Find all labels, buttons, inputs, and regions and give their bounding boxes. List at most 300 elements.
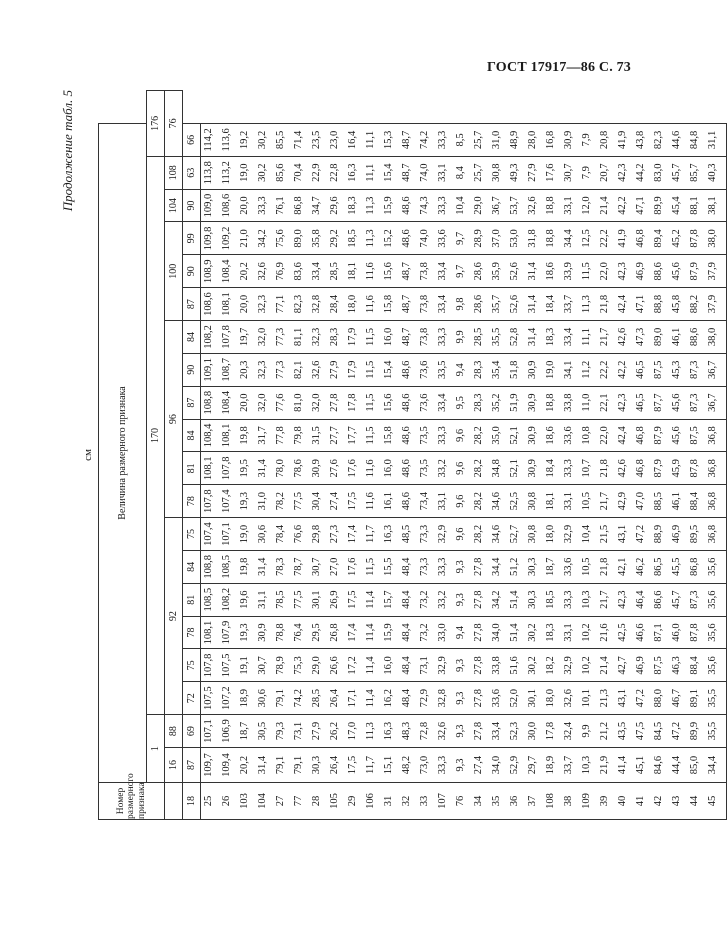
value-cell: 70,4 <box>294 156 312 189</box>
value-cell: 46,4 <box>636 583 654 616</box>
value-cell: 16,4 <box>348 123 366 156</box>
value-cell: 33,5 <box>438 353 456 386</box>
value-cell: 31,7 <box>258 419 276 452</box>
value-cell: 18,9 <box>546 748 564 783</box>
value-cell: 33,4 <box>492 715 510 748</box>
table-row <box>201 91 223 820</box>
value-cell: 77,3 <box>276 353 294 386</box>
value-cell: 16,3 <box>384 715 402 748</box>
value-cell: 33,6 <box>492 682 510 715</box>
value-cell: 33,6 <box>564 419 582 452</box>
value-cell: 86,8 <box>294 189 312 222</box>
value-cell: 38,1 <box>708 189 727 222</box>
feature-number-cell: 103 <box>240 783 258 820</box>
value-cell: 33,1 <box>564 189 582 222</box>
value-cell: 18,3 <box>348 189 366 222</box>
value-cell: 17,9 <box>348 321 366 354</box>
value-cell: 31,4 <box>258 550 276 583</box>
value-cell: 27,6 <box>330 452 348 485</box>
value-cell: 89,0 <box>294 222 312 255</box>
value-cell: 31,4 <box>258 748 276 783</box>
value-cell: 9,4 <box>456 353 474 386</box>
value-cell: 51,9 <box>510 386 528 419</box>
value-cell: 35,6 <box>708 649 727 682</box>
table-row <box>636 91 654 820</box>
value-cell: 76,9 <box>276 255 294 288</box>
value-cell: 109,4 <box>222 748 240 783</box>
value-cell: 35,6 <box>708 616 727 649</box>
value-cell: 41,4 <box>618 748 636 783</box>
table-row <box>384 91 402 820</box>
value-cell: 28,3 <box>474 353 492 386</box>
value-cell: 87,5 <box>690 419 708 452</box>
feature-number-cell: 44 <box>690 783 708 820</box>
feature-number-cell: 106 <box>366 783 384 820</box>
value-cell: 36,7 <box>708 386 727 419</box>
value-cell: 29,6 <box>330 189 348 222</box>
value-cell: 48,6 <box>402 222 420 255</box>
value-cell: 30,9 <box>528 452 546 485</box>
table-row <box>582 91 600 820</box>
level3-header: 69 <box>183 715 201 748</box>
value-cell: 18,2 <box>546 649 564 682</box>
table-row <box>366 91 384 820</box>
value-cell: 30,4 <box>312 485 330 518</box>
value-cell: 32,0 <box>258 321 276 354</box>
value-cell: 19,7 <box>240 321 258 354</box>
value-cell: 21,8 <box>600 452 618 485</box>
value-cell: 28,9 <box>474 222 492 255</box>
value-cell: 9,3 <box>456 649 474 682</box>
value-cell: 21,5 <box>600 518 618 551</box>
value-cell: 19,8 <box>240 550 258 583</box>
value-cell: 52,8 <box>510 321 528 354</box>
value-cell: 9,8 <box>456 288 474 321</box>
value-cell: 109,7 <box>201 748 223 783</box>
value-cell: 52,7 <box>510 518 528 551</box>
value-cell: 9,3 <box>456 748 474 783</box>
value-cell: 77,5 <box>294 485 312 518</box>
value-cell: 9,9 <box>582 715 600 748</box>
value-cell: 40,3 <box>708 156 727 189</box>
value-cell: 30,7 <box>312 550 330 583</box>
value-cell: 33,3 <box>258 189 276 222</box>
value-cell: 73,5 <box>420 419 438 452</box>
value-cell: 107,8 <box>222 321 240 354</box>
table-row <box>492 91 510 820</box>
value-cell: 34,4 <box>708 748 727 783</box>
value-cell: 85,5 <box>276 123 294 156</box>
value-cell: 27,8 <box>474 715 492 748</box>
value-cell: 47,2 <box>636 682 654 715</box>
value-cell: 82,3 <box>294 288 312 321</box>
value-cell: 33,1 <box>564 616 582 649</box>
value-cell: 11,3 <box>582 288 600 321</box>
value-cell: 29,5 <box>312 616 330 649</box>
value-cell: 32,8 <box>312 288 330 321</box>
value-cell: 46,8 <box>636 452 654 485</box>
level3-header: 99 <box>183 222 201 255</box>
value-cell: 32,0 <box>312 386 330 419</box>
value-cell: 20,0 <box>240 288 258 321</box>
value-cell: 33,3 <box>438 748 456 783</box>
feature-number-cell: 34 <box>474 783 492 820</box>
value-cell: 9,5 <box>456 386 474 419</box>
level3-header: 87 <box>183 748 201 783</box>
value-cell: 19,3 <box>240 485 258 518</box>
value-cell: 89,4 <box>654 222 672 255</box>
level1-header: 1 <box>147 715 165 783</box>
value-cell: 87,1 <box>654 616 672 649</box>
value-cell: 33,0 <box>438 616 456 649</box>
value-cell: 28,2 <box>474 485 492 518</box>
value-cell: 15,5 <box>384 550 402 583</box>
value-cell: 77,1 <box>276 288 294 321</box>
value-cell: 108,8 <box>201 550 223 583</box>
value-cell: 42,4 <box>618 419 636 452</box>
value-cell: 48,4 <box>402 649 420 682</box>
value-cell: 18,7 <box>240 715 258 748</box>
value-cell: 107,2 <box>222 682 240 715</box>
value-cell: 42,5 <box>618 616 636 649</box>
value-cell: 17,4 <box>348 518 366 551</box>
value-cell: 15,1 <box>384 748 402 783</box>
value-cell: 107,4 <box>201 518 223 551</box>
value-cell: 33,3 <box>564 452 582 485</box>
value-cell: 29,2 <box>330 222 348 255</box>
value-cell: 52,0 <box>510 682 528 715</box>
value-cell: 9,3 <box>456 583 474 616</box>
rotated-table-block <box>60 90 718 820</box>
value-cell: 11,7 <box>366 748 384 783</box>
value-cell: 47,2 <box>672 715 690 748</box>
level3-header: 84 <box>183 419 201 452</box>
value-cell: 42,6 <box>618 452 636 485</box>
value-cell: 33,3 <box>438 321 456 354</box>
value-cell: 106,9 <box>222 715 240 748</box>
value-cell: 45,2 <box>672 222 690 255</box>
value-cell: 27,8 <box>474 649 492 682</box>
value-cell: 32,8 <box>438 682 456 715</box>
value-cell: 107,5 <box>222 649 240 682</box>
value-cell: 11,5 <box>582 255 600 288</box>
value-cell: 17,2 <box>348 649 366 682</box>
table-row <box>600 91 618 820</box>
level3-header: 81 <box>183 583 201 616</box>
value-cell: 11,6 <box>366 485 384 518</box>
value-cell: 28,6 <box>474 288 492 321</box>
value-cell: 107,8 <box>201 649 223 682</box>
value-cell: 75,3 <box>294 649 312 682</box>
level3-header: 75 <box>183 518 201 551</box>
value-cell: 16,0 <box>384 649 402 682</box>
value-cell: 37,9 <box>708 288 727 321</box>
table-row <box>528 91 546 820</box>
table-row <box>312 91 330 820</box>
value-cell: 21,7 <box>600 583 618 616</box>
value-cell: 21,2 <box>600 715 618 748</box>
value-cell: 21,4 <box>600 189 618 222</box>
value-cell: 21,6 <box>600 616 618 649</box>
value-cell: 9,3 <box>456 550 474 583</box>
value-cell: 35,0 <box>492 419 510 452</box>
value-cell: 45,7 <box>672 583 690 616</box>
feature-number-cell: 107 <box>438 783 456 820</box>
value-cell: 45,6 <box>672 255 690 288</box>
value-cell: 30,9 <box>528 353 546 386</box>
value-cell: 79,3 <box>276 715 294 748</box>
value-cell: 28,5 <box>474 321 492 354</box>
value-cell: 20,8 <box>600 123 618 156</box>
value-cell: 52,3 <box>510 715 528 748</box>
value-cell: 107,8 <box>201 485 223 518</box>
value-cell: 76,1 <box>276 189 294 222</box>
value-cell: 35,8 <box>312 222 330 255</box>
value-cell: 53,7 <box>510 189 528 222</box>
value-cell: 11,6 <box>366 452 384 485</box>
value-cell: 27,8 <box>474 616 492 649</box>
feature-number-cell: 109 <box>582 783 600 820</box>
feature-number-cell: 108 <box>546 783 564 820</box>
value-cell: 85,0 <box>690 748 708 783</box>
value-cell: 11,6 <box>366 255 384 288</box>
value-cell: 114,2 <box>201 123 223 156</box>
value-cell: 108,2 <box>201 321 223 354</box>
value-cell: 30,7 <box>564 156 582 189</box>
value-cell: 18,0 <box>546 518 564 551</box>
value-cell: 73,0 <box>420 748 438 783</box>
value-cell: 86,8 <box>690 550 708 583</box>
value-cell: 30,8 <box>492 156 510 189</box>
level2-header: 92 <box>165 518 183 715</box>
value-cell: 15,7 <box>384 583 402 616</box>
value-cell: 10,3 <box>582 748 600 783</box>
value-cell: 27,4 <box>474 748 492 783</box>
value-cell: 21,0 <box>240 222 258 255</box>
value-cell: 34,0 <box>492 616 510 649</box>
value-cell: 18,3 <box>546 321 564 354</box>
value-cell: 18,1 <box>348 255 366 288</box>
value-cell: 78,5 <box>276 583 294 616</box>
value-cell: 44,4 <box>672 748 690 783</box>
value-cell: 30,8 <box>528 485 546 518</box>
value-cell: 89,9 <box>654 189 672 222</box>
feature-number-cell: 36 <box>510 783 528 820</box>
value-cell: 108,4 <box>222 255 240 288</box>
value-cell: 9,6 <box>456 452 474 485</box>
value-cell: 9,4 <box>456 616 474 649</box>
value-cell: 22,1 <box>600 386 618 419</box>
value-cell: 52,1 <box>510 452 528 485</box>
value-cell: 73,6 <box>420 386 438 419</box>
value-cell: 48,7 <box>402 123 420 156</box>
value-cell: 48,6 <box>402 485 420 518</box>
value-cell: 38,0 <box>708 321 727 354</box>
value-cell: 107,1 <box>201 715 223 748</box>
value-cell: 34,1 <box>564 353 582 386</box>
value-cell: 17,7 <box>348 419 366 452</box>
value-cell: 78,6 <box>294 452 312 485</box>
value-cell: 30,9 <box>528 419 546 452</box>
value-cell: 25,7 <box>474 123 492 156</box>
value-cell: 18,0 <box>546 682 564 715</box>
value-cell: 52,9 <box>510 748 528 783</box>
value-cell: 109,8 <box>201 222 223 255</box>
level2-header: 16 <box>165 748 183 783</box>
value-cell: 73,2 <box>420 583 438 616</box>
value-cell: 83,0 <box>654 156 672 189</box>
value-cell: 15,8 <box>384 288 402 321</box>
value-cell: 11,3 <box>366 189 384 222</box>
value-cell: 19,5 <box>240 452 258 485</box>
value-cell: 74,3 <box>420 189 438 222</box>
value-cell: 88,2 <box>690 288 708 321</box>
value-cell: 30,0 <box>528 715 546 748</box>
value-cell: 35,7 <box>492 288 510 321</box>
value-cell: 30,2 <box>258 123 276 156</box>
value-cell: 87,9 <box>654 419 672 452</box>
value-cell: 108,4 <box>222 386 240 419</box>
level1-header: 176 <box>147 91 165 157</box>
value-cell: 31,1 <box>708 123 727 156</box>
value-cell: 45,1 <box>636 748 654 783</box>
value-cell: 30,3 <box>312 748 330 783</box>
value-cell: 23,0 <box>330 123 348 156</box>
value-cell: 32,3 <box>312 321 330 354</box>
feature-number-cell: 26 <box>222 783 240 820</box>
value-cell: 46,8 <box>636 419 654 452</box>
value-cell: 33,3 <box>438 419 456 452</box>
level3-header: 84 <box>183 550 201 583</box>
level3-header: 75 <box>183 649 201 682</box>
value-cell: 30,6 <box>258 682 276 715</box>
value-cell: 78,7 <box>294 550 312 583</box>
value-cell: 16,2 <box>384 682 402 715</box>
value-cell: 74,2 <box>420 123 438 156</box>
value-cell: 73,8 <box>420 321 438 354</box>
value-cell: 22,0 <box>600 419 618 452</box>
value-cell: 30,6 <box>258 518 276 551</box>
value-cell: 37,0 <box>492 222 510 255</box>
value-cell: 44,2 <box>636 156 654 189</box>
value-cell: 42,2 <box>618 189 636 222</box>
value-cell: 10,3 <box>582 583 600 616</box>
value-cell: 33,4 <box>312 255 330 288</box>
value-cell: 27,9 <box>312 715 330 748</box>
value-cell: 18,3 <box>546 616 564 649</box>
value-cell: 28,2 <box>474 419 492 452</box>
feature-number-cell: 105 <box>330 783 348 820</box>
level1-header: 170 <box>147 156 165 714</box>
value-cell: 36,8 <box>708 419 727 452</box>
value-cell: 71,4 <box>294 123 312 156</box>
value-cell: 51,2 <box>510 550 528 583</box>
value-cell: 33,2 <box>438 452 456 485</box>
value-cell: 30,9 <box>528 386 546 419</box>
value-cell: 33,9 <box>564 255 582 288</box>
value-cell: 18,5 <box>348 222 366 255</box>
level3-header: 90 <box>183 353 201 386</box>
value-cell: 20,7 <box>600 156 618 189</box>
value-cell: 33,3 <box>438 189 456 222</box>
value-cell: 81,0 <box>294 386 312 419</box>
value-cell: 26,6 <box>330 649 348 682</box>
value-cell: 33,6 <box>438 222 456 255</box>
value-cell: 33,7 <box>564 748 582 783</box>
value-cell: 76,4 <box>294 616 312 649</box>
value-cell: 77,3 <box>276 321 294 354</box>
value-cell: 16,0 <box>384 452 402 485</box>
value-cell: 29,8 <box>312 518 330 551</box>
value-cell: 77,5 <box>294 583 312 616</box>
value-cell: 107,4 <box>222 485 240 518</box>
value-cell: 75,6 <box>276 222 294 255</box>
level2-header: 96 <box>165 321 183 518</box>
value-cell: 9,7 <box>456 255 474 288</box>
value-cell: 28,2 <box>474 452 492 485</box>
table-row <box>564 91 582 820</box>
value-cell: 27,9 <box>528 156 546 189</box>
value-cell: 15,6 <box>384 386 402 419</box>
feature-number-cell: 104 <box>258 783 276 820</box>
value-cell: 31,4 <box>528 288 546 321</box>
value-cell: 46,9 <box>672 518 690 551</box>
table-row <box>438 91 456 820</box>
value-cell: 86,6 <box>654 583 672 616</box>
value-cell: 35,5 <box>492 321 510 354</box>
value-cell: 46,9 <box>636 255 654 288</box>
value-cell: 26,8 <box>330 616 348 649</box>
table-row <box>654 91 672 820</box>
value-cell: 10,5 <box>582 485 600 518</box>
feature-number-cell: 76 <box>456 783 474 820</box>
value-cell: 78,9 <box>276 649 294 682</box>
value-cell: 73,6 <box>420 353 438 386</box>
table-row <box>222 91 240 820</box>
value-cell: 33,1 <box>438 485 456 518</box>
feature-number-cell: 41 <box>636 783 654 820</box>
feature-number-cell: 25 <box>201 783 223 820</box>
level3-header: 90 <box>183 189 201 222</box>
header-row-2 <box>147 91 165 820</box>
level3-header: 66 <box>183 123 201 156</box>
value-cell: 88,8 <box>654 288 672 321</box>
value-cell: 51,4 <box>510 583 528 616</box>
value-cell: 78,8 <box>276 616 294 649</box>
value-cell: 48,7 <box>402 156 420 189</box>
value-cell: 15,4 <box>384 156 402 189</box>
value-cell: 29,0 <box>312 649 330 682</box>
value-cell: 35,5 <box>708 682 727 715</box>
value-cell: 108,5 <box>222 550 240 583</box>
value-cell: 88,9 <box>654 518 672 551</box>
value-cell: 34,2 <box>258 222 276 255</box>
value-cell: 33,1 <box>438 156 456 189</box>
value-cell: 45,6 <box>672 419 690 452</box>
value-cell: 21,7 <box>600 485 618 518</box>
value-cell: 17,5 <box>348 485 366 518</box>
value-cell: 31,1 <box>258 583 276 616</box>
value-cell: 32,4 <box>564 715 582 748</box>
value-cell: 9,6 <box>456 419 474 452</box>
value-cell: 10,4 <box>582 518 600 551</box>
span-header: Величина размерного признака <box>99 123 147 782</box>
value-cell: 47,1 <box>636 288 654 321</box>
value-cell: 108,4 <box>201 419 223 452</box>
value-cell: 11,3 <box>366 222 384 255</box>
value-cell: 46,0 <box>672 616 690 649</box>
value-cell: 35,4 <box>492 353 510 386</box>
